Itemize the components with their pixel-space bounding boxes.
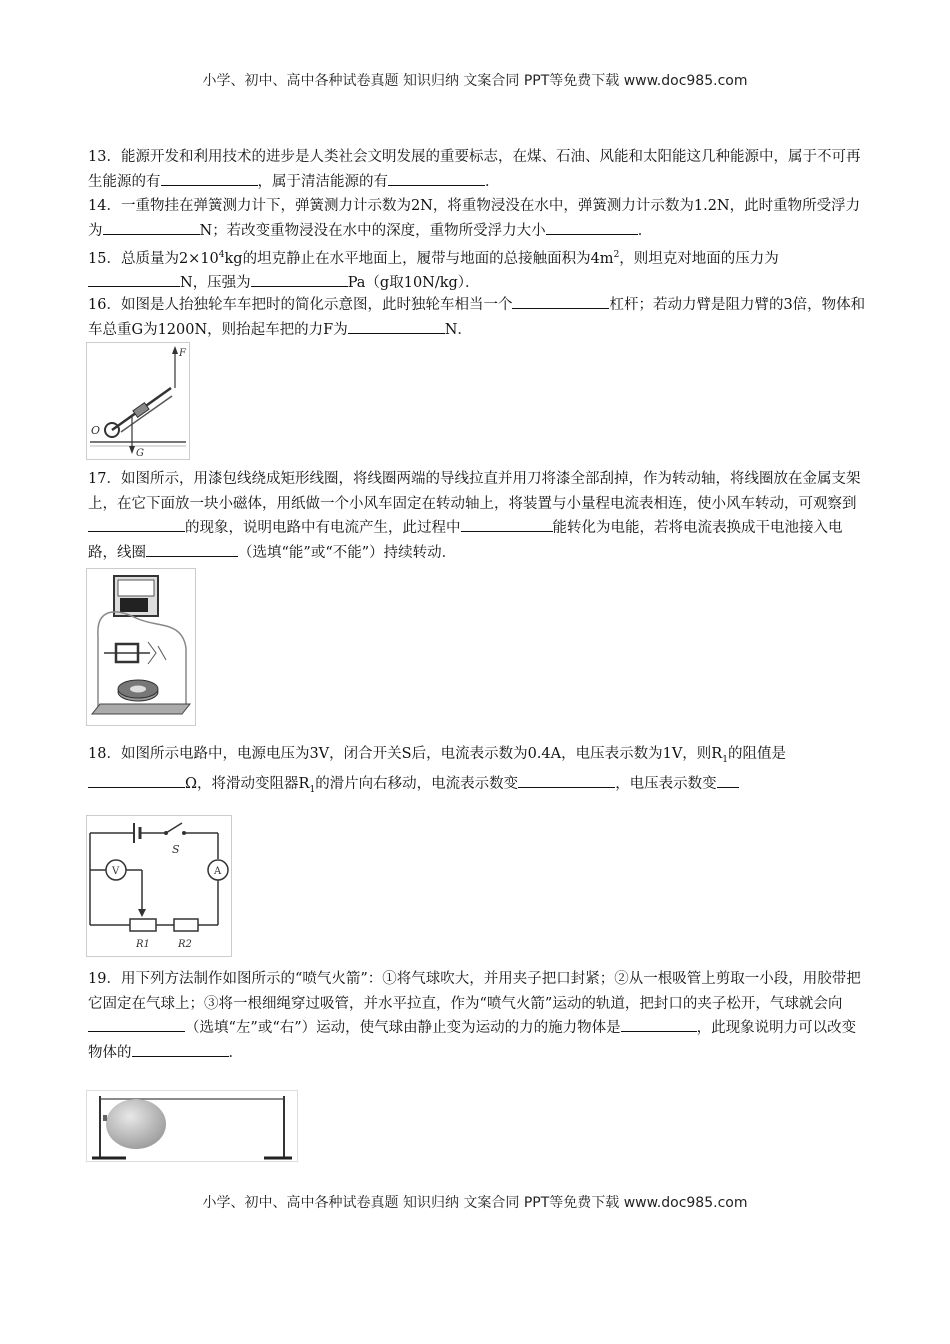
wheelbarrow-figure — [86, 342, 190, 460]
q13-text-1: 13．能源开发和利用技术的进步是人类社会文明发展的重要标志，在煤、石油、风能和太阳能这几种能源中，属于不可再生能源的有 — [88, 149, 861, 190]
q16-blank-1[interactable] — [512, 294, 609, 309]
q18-text-3: Ω，将滑动变阻器R — [185, 776, 310, 793]
q18-blank-2[interactable] — [518, 773, 615, 788]
fig18-label-a: A — [214, 866, 222, 877]
q16-text-2: 杠杆；若动力臂是阻力臂的3倍，物体和车总重G为1200N，则抬起车把的力F为 — [88, 297, 866, 338]
question-16 — [88, 293, 868, 342]
q18-text-4: 的滑片向右移动，电流表示数变 — [315, 776, 519, 793]
q17-blank-2[interactable] — [461, 517, 553, 532]
circuit-figure — [86, 815, 232, 957]
fig16-label-g: G — [136, 448, 144, 459]
q15-blank-1[interactable] — [88, 272, 180, 287]
balloon-rocket-figure — [86, 1090, 298, 1162]
q15-text-2: kg的坦克静止在水平地面上，履带与地面的总接触面积为4m — [224, 250, 614, 267]
fig18-label-r2: R2 — [178, 939, 192, 950]
q15-text-5: Pa（g取10N/kg）． — [347, 275, 480, 292]
q15-text-1: 15．总质量为2×10 — [88, 250, 219, 267]
q16-blank-2[interactable] — [348, 319, 445, 334]
fig18-label-v: V — [112, 866, 120, 877]
q19-blank-1[interactable] — [88, 1017, 185, 1032]
question-15 — [88, 243, 868, 296]
q16-text-3: N． — [444, 321, 472, 338]
q17-text-1: 17．如图所示，用漆包线绕成矩形线圈，将线圈两端的导线拉直并用刀将漆全部刮掉，作为转动轴，将线圈放在金属支架上，在它下面放一块小磁体，用纸做一个小风车固定在转动轴上，将装置与小量程电流表相连，使小风车转动，可观察到 — [88, 471, 861, 512]
q19-text-1: 19．用下列方法制作如图所示的“喷气火箭”：①将气球吹大，并用夹子把口封紧；②从一根吸管上剪取一小段，用胶带把它固定在气球上；③将一根细绳穿过吸管，并水平拉直，作为“喷气火箭”运动的轨道，把封口的夹子松开，气球就会向 — [88, 971, 861, 1012]
q18-text-5: ，电压表示数变 — [615, 776, 717, 793]
q13-blank-1[interactable] — [161, 171, 258, 186]
q15-text-4: N，压强为 — [180, 275, 251, 292]
q14-text-2: N；若改变重物浸没在水中的深度，重物所受浮力大小 — [199, 222, 546, 239]
q14-blank-2[interactable] — [546, 220, 638, 235]
q18-text-2: 的阻值是 — [727, 746, 786, 762]
question-14 — [88, 194, 868, 243]
page-footer: 小学、初中、高中各种试卷真题 知识归纳 文案合同 PPT等免费下载 www.doc985.com — [202, 1195, 748, 1211]
q19-text-3: ，此现象说明力可以改变物体的 — [88, 1020, 857, 1061]
q18-blank-3[interactable] — [717, 773, 739, 788]
q14-blank-1[interactable] — [103, 220, 200, 235]
q18-text-1: 18．如图所示电路中，电源电压为3V，闭合开关S后，电流表示数为0.4A，电压表示数为1V，则R — [88, 746, 723, 762]
q17-text-3: 能转化为电能，若将电流表换成干电池接入电路，线圈 — [88, 520, 843, 561]
q17-text-4: （选填“能”或“不能”）持续转动． — [238, 544, 457, 561]
q19-blank-3[interactable] — [132, 1042, 229, 1057]
q17-text-2: 的现象，说明电路中有电流产生，此过程中 — [185, 520, 461, 537]
q19-text-2: （选填“左”或“右”）运动，使气球由静止变为运动的力的施力物体是 — [185, 1020, 621, 1037]
question-13 — [88, 145, 868, 194]
q13-text-2: ，属于清洁能源的有 — [257, 173, 388, 190]
q15-text-3: ，则坦克对地面的压力为 — [619, 250, 779, 267]
q18-blank-1[interactable] — [88, 773, 185, 788]
fig16-label-f: F — [179, 348, 186, 359]
q17-blank-1[interactable] — [88, 517, 185, 532]
q14-text-1: 14．一重物挂在弹簧测力计下，弹簧测力计示数为2N，将重物浸没在水中，弹簧测力计示数为1.2N，此时重物所受浮力为 — [88, 198, 861, 239]
q19-text-4: ． — [228, 1044, 243, 1061]
q19-blank-2[interactable] — [621, 1017, 697, 1032]
q17-blank-3[interactable] — [146, 542, 238, 557]
q15-blank-2[interactable] — [251, 272, 348, 287]
question-19 — [88, 967, 868, 1065]
page-header: 小学、初中、高中各种试卷真题 知识归纳 文案合同 PPT等免费下载 www.doc985.com — [202, 73, 748, 89]
question-17 — [88, 467, 868, 565]
fig18-label-r1: R1 — [136, 939, 150, 950]
q16-text-1: 16．如图是人抬独轮车车把时的简化示意图，此时独轮车相当一个 — [88, 297, 513, 313]
q18-subscript-1: 1 — [722, 754, 728, 765]
q13-blank-2[interactable] — [388, 171, 485, 186]
q14-text-3: ． — [637, 222, 653, 239]
q15-exponent: 4 — [218, 250, 225, 260]
fig16-label-o: O — [91, 424, 101, 437]
q15-square: 2 — [613, 250, 620, 260]
coil-motor-figure — [86, 568, 196, 726]
fig18-label-s: S — [172, 843, 180, 856]
q18-subscript-2: 1 — [309, 785, 316, 796]
q13-text-3: ． — [485, 173, 500, 190]
